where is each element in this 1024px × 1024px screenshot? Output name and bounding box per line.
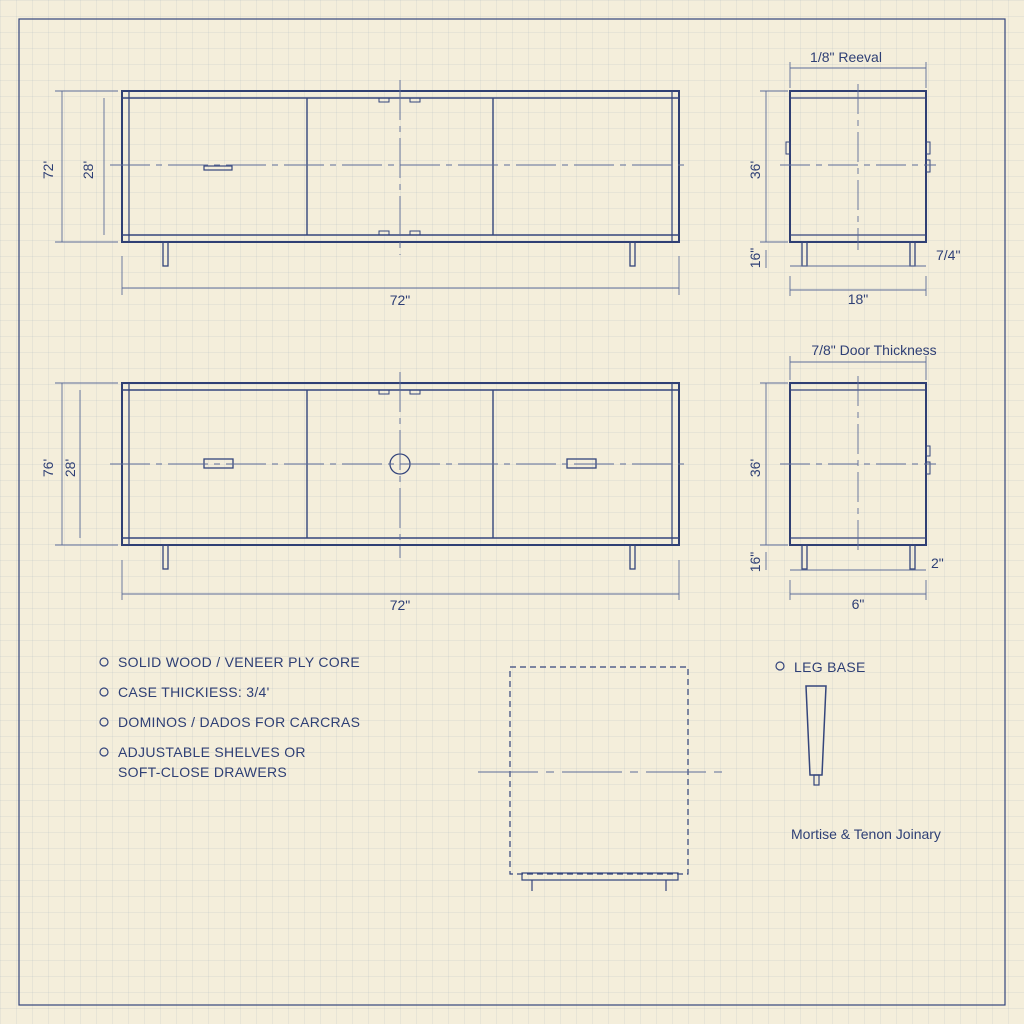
bullet-icon [100, 718, 108, 726]
note-item: ADJUSTABLE SHELVES OR [118, 744, 306, 760]
dim-height: 36' [747, 160, 763, 180]
dim-width: 72" [389, 292, 411, 308]
dim-leg-left: 16" [747, 551, 763, 573]
note-item: SOLID WOOD / VENEER PLY CORE [118, 654, 361, 670]
note-reveal: 1/8" Reeval [810, 49, 882, 65]
leg-detail [776, 659, 941, 842]
dim-depth: 6" [851, 596, 865, 612]
tapered-leg-icon [806, 686, 826, 775]
joinery-note: Mortise & Tenon Joinary [791, 826, 941, 842]
dim-height-outer: 76' [40, 458, 56, 478]
side-elevation-top [747, 49, 960, 307]
cabinet-leg [630, 545, 635, 569]
dim-leg-left: 16" [747, 247, 763, 269]
leg-base-label: LEG BASE [794, 659, 866, 675]
note-item: CASE THICKIESS: 3/4' [118, 684, 270, 700]
front-elevation-top [40, 80, 685, 308]
front-elevation-bottom [40, 372, 685, 613]
section-detail [478, 667, 722, 891]
note-item-continued: SOFT-CLOSE DRAWERS [118, 764, 288, 780]
note-door-thickness: 7/8" Door Thickness [811, 342, 937, 358]
bullet-icon [776, 662, 784, 670]
dim-leg-right: 2" [931, 555, 944, 571]
dim-height-outer: 72' [40, 160, 56, 180]
bullet-icon [100, 688, 108, 696]
drawer-pull [567, 459, 596, 468]
dim-depth: 18" [847, 291, 869, 307]
drawer-pull [204, 166, 232, 170]
bullet-icon [100, 748, 108, 756]
dim-width: 72" [389, 597, 411, 613]
notes-list [100, 654, 360, 780]
dim-height: 36' [747, 458, 763, 478]
dashed-outline [510, 667, 688, 874]
dim-height-inner: 28' [62, 458, 78, 478]
dim-leg-right: 7/4" [936, 247, 961, 263]
cabinet-leg [163, 242, 168, 266]
cabinet-leg [163, 545, 168, 569]
drawer-pull [204, 459, 233, 468]
sheet-border [19, 19, 1005, 1005]
dim-height-inner: 28' [80, 160, 96, 180]
side-elevation-bottom [747, 342, 944, 612]
cabinet-leg [630, 242, 635, 266]
bullet-icon [100, 658, 108, 666]
note-item: DOMINOS / DADOS FOR CARCRAS [118, 714, 361, 730]
